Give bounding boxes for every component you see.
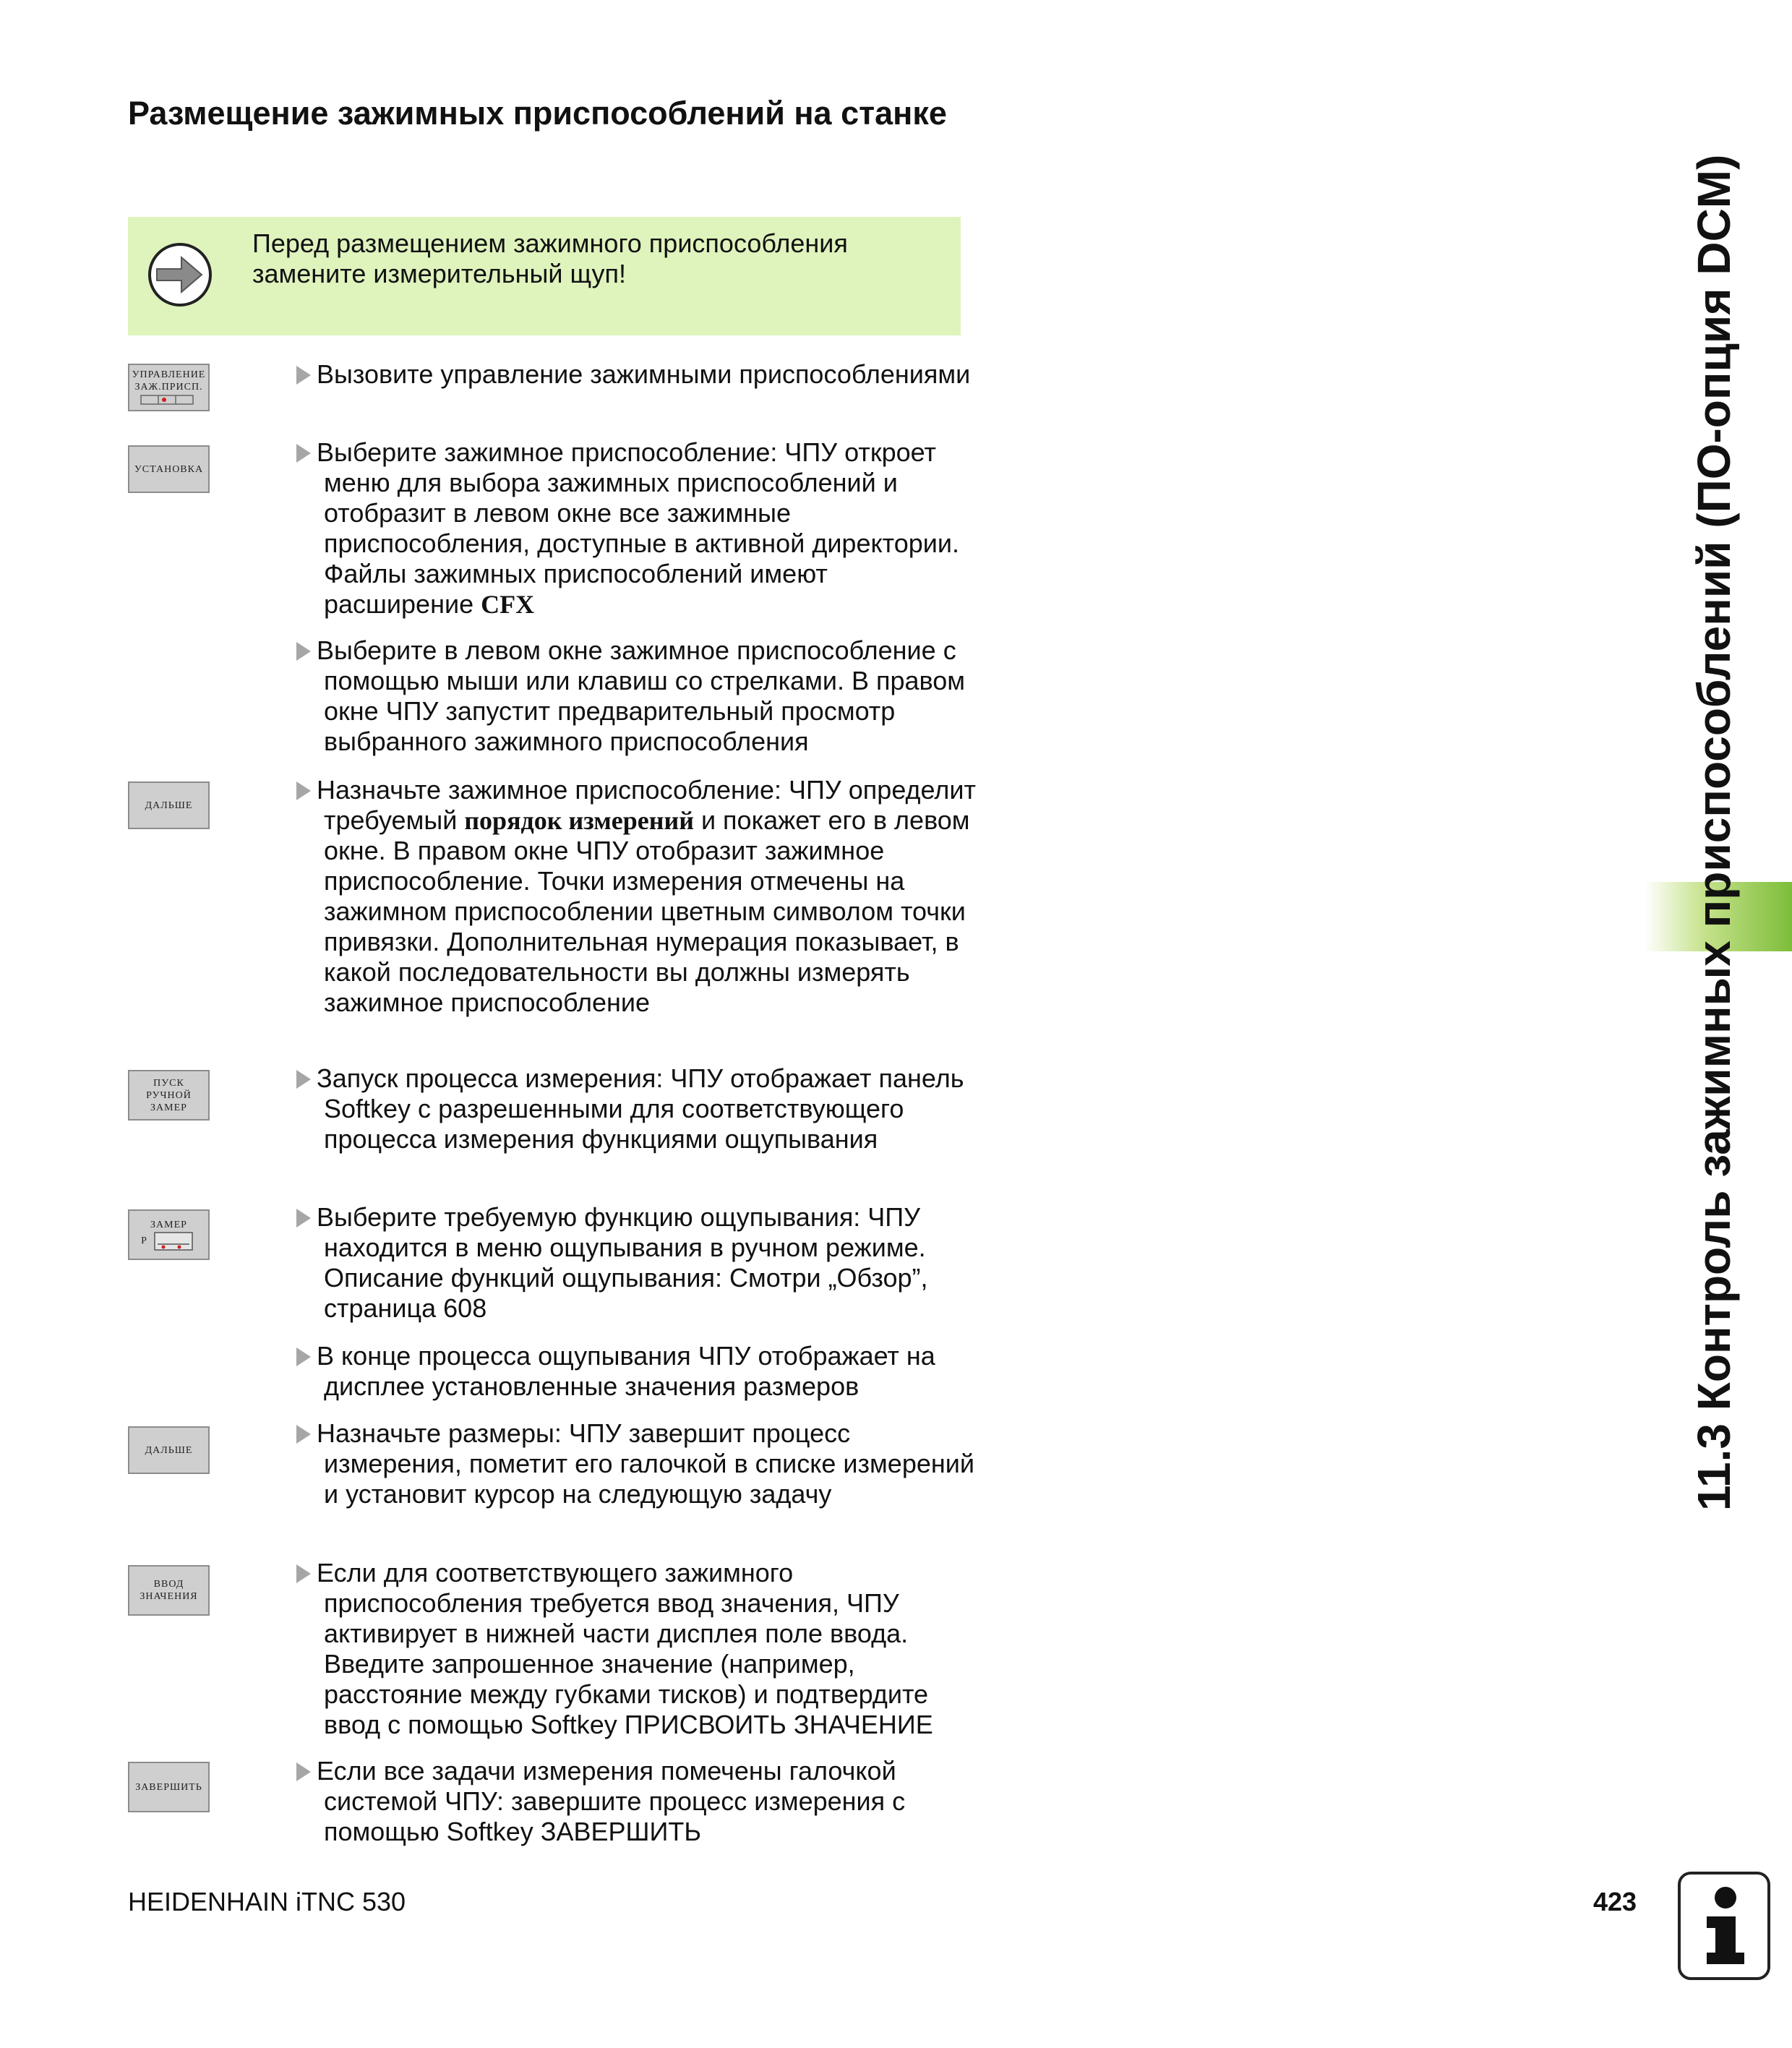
softkey-label: ЗАМЕР — [150, 1102, 187, 1113]
list-item: Запуск процесса измерения: ЧПУ отображает панель Softkey с разрешенными для соответствующего процесса измерения функциями ощупывания — [296, 1063, 976, 1154]
fixture-icon — [137, 393, 202, 406]
measure-softkey[interactable] — [128, 1209, 210, 1260]
arrow-right-circle-icon — [147, 241, 213, 308]
triangle-bullet-icon — [296, 781, 311, 800]
list-item: В конце процесса ощупывания ЧПУ отображает на дисплее установленные значения размеров — [296, 1341, 976, 1402]
list-item: Вызовите управление зажимными приспособлениями — [296, 359, 976, 390]
list-item: Выберите зажимное приспособление: ЧПУ откроет меню для выбора зажимных приспособлений и отобразит в левом окне все зажимные приспособления, доступные в активной директории. Файлы зажимных приспособлений имеют расширение CFX — [296, 437, 976, 620]
triangle-bullet-icon — [296, 1425, 311, 1444]
measuring-sequence: порядок измерений — [464, 806, 694, 835]
softkey-label: ЗНАЧЕНИЯ — [140, 1591, 198, 1602]
softkey-label: ДАЛЬШЕ — [145, 1444, 193, 1456]
page-number: 423 — [1593, 1887, 1637, 1916]
info-icon — [1678, 1872, 1770, 1980]
note-box — [128, 217, 961, 335]
softkey-label: РУЧНОЙ — [146, 1089, 192, 1101]
next-softkey[interactable] — [128, 1426, 210, 1474]
enter-value-softkey[interactable] — [128, 1565, 210, 1616]
probe-icon — [150, 1231, 197, 1251]
softkey-label: УПРАВЛЕНИЕ — [132, 369, 206, 380]
finish-softkey[interactable] — [128, 1762, 210, 1812]
page-title: Размещение зажимных приспособлений на станке — [128, 95, 947, 132]
footer-product: HEIDENHAIN iTNC 530 — [128, 1887, 406, 1916]
triangle-bullet-icon — [296, 1070, 311, 1089]
list-item: Если для соответствующего зажимного приспособления требуется ввод значения, ЧПУ активирует в нижней части дисплея поле ввода. Введите запрошенное значение (например, расстояние между губками тисков) и подтвердите ввод с помощью Softkey ПРИСВОИТЬ ЗНАЧЕНИЕ — [296, 1558, 976, 1740]
triangle-bullet-icon — [296, 1209, 311, 1227]
fixture-management-softkey[interactable] — [128, 364, 210, 411]
list-item: Назначьте размеры: ЧПУ завершит процесс измерения, пометит его галочкой в списке измерений и установит курсор на следующую задачу — [296, 1418, 976, 1509]
triangle-bullet-icon — [296, 1762, 311, 1781]
chapter-title: 11.3 Контроль зажимных приспособлений (ПО-опция DCM) — [1688, 154, 1740, 1511]
softkey-label: ДАЛЬШЕ — [145, 800, 193, 811]
softkey-label: ЗАМЕР — [150, 1219, 187, 1230]
softkey-label: ПУСК — [153, 1077, 184, 1089]
softkey-label: P — [141, 1235, 147, 1246]
list-item: Назначьте зажимное приспособление: ЧПУ определит требуемый порядок измерений и покажет его в левом окне. В правом окне ЧПУ отобразит зажимное приспособление. Точки измерения отмечены на зажимном приспособлении цветным символом точки привязки. Дополнительная нумерация показывает, в какой последовательности вы должны измерять зажимное приспособление — [296, 775, 976, 1018]
triangle-bullet-icon — [296, 1348, 311, 1366]
next-softkey[interactable] — [128, 781, 210, 829]
measure-graphic — [141, 1231, 197, 1251]
list-item: Выберите в левом окне зажимное приспособление с помощью мыши или клавиш со стрелками. В правом окне ЧПУ запустит предварительный просмотр выбранного зажимного приспособления — [296, 635, 976, 757]
note-text: Перед размещением зажимного приспособления замените измерительный щуп! — [252, 228, 848, 288]
triangle-bullet-icon — [296, 366, 311, 385]
list-item: Выберите требуемую функцию ощупывания: ЧПУ находится в меню ощупывания в ручном режиме. Описание функций ощупывания: Смотри „Обзор”, страница 608 — [296, 1202, 976, 1324]
triangle-bullet-icon — [296, 1564, 311, 1583]
softkey-label: ЗАЖ.ПРИСП. — [134, 382, 203, 393]
softkey-label: ВВОД — [153, 1579, 184, 1590]
softkey-label: ЗАВЕРШИТЬ — [135, 1781, 202, 1793]
triangle-bullet-icon — [296, 642, 311, 661]
setup-softkey[interactable] — [128, 445, 210, 493]
softkey-label: УСТАНОВКА — [134, 463, 204, 475]
manual-start-softkey[interactable] — [128, 1070, 210, 1121]
triangle-bullet-icon — [296, 444, 311, 463]
list-item: Если все задачи измерения помечены галочкой системой ЧПУ: завершите процесс измерения с помощью Softkey ЗАВЕРШИТЬ — [296, 1756, 976, 1847]
file-extension: CFX — [481, 590, 535, 619]
